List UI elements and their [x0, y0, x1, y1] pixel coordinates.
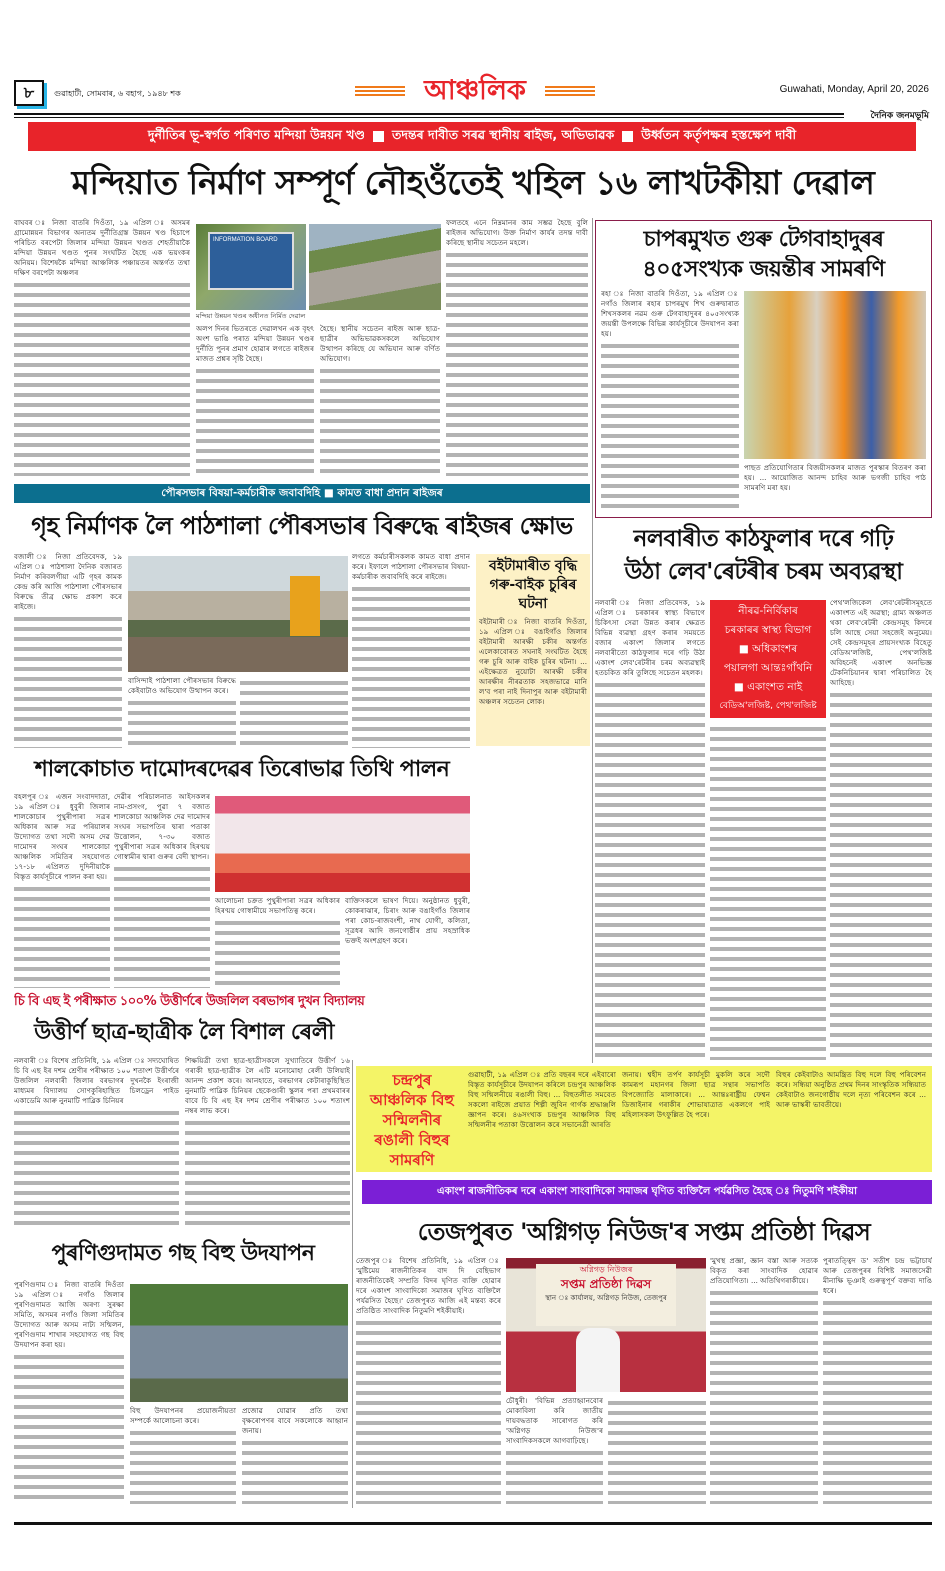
shalkocha-headline: শালকোচাত দামোদৰদেৱৰ তিৰোভাৱ তিথি পালন	[34, 757, 450, 782]
cbse-headline: উত্তীৰ্ণ ছাত্ৰ-ছাত্ৰীক লৈ বিশাল ৰেলী	[34, 1020, 334, 1045]
boitamari-headline: বইটামাৰীত বৃদ্ধি গৰু-বাইক চুৰিৰ ঘটনা	[489, 558, 577, 612]
lead-col-2	[196, 324, 314, 476]
banner-part: দুৰ্নীতিৰ ভূ-স্বৰ্গত পৰিণত মন্দিয়া উন্নয়ন খণ্ড	[147, 126, 366, 142]
bihu-story	[356, 1066, 932, 1172]
tegh-body: ৰহা ঃ নিজা বাতৰি দিওঁতা, ১৯ এপ্ৰিল ঃ নগাঁও জিলাৰ ৰহাৰ চাপৰমুখ শিখ গুৰুদ্বাৰাত শিখসকলৰ নৱম গুৰু টেগবাহাদুৰৰ ৪০৫সংখ্যক জয়ন্তী উপলক্ষে বিভিন্ন কাৰ্যসূচীৰে উদযাপন কৰা হয়।	[601, 289, 739, 338]
shalkocha-body: দেৱীৰ পৰিচালনাত আইসকলৰ নাম-প্ৰসংগ, পুৱা ৭ বজাত শালকোচা আঞ্চলিক দেৱ দামোদৰ সংঘৰ সভাপতিৰ দ্বাৰা পতাকা উত্তোলন, ৭-৩০ বজাত পুথুৰীপাৰা সত্ৰৰ অধিকাৰ হিৰণ্ময় গোস্বামীৰ দ্বাৰা গুৰুৰ বেদী স্থাপন।	[114, 792, 210, 861]
lead-body: অলপ দিনৰ ভিতৰতে দেৱালখন এক বৃহৎ অংশ ভাঙি পৰাত মন্দিয়া উন্নয়ন খণ্ডৰ দুৰ্নীতি পুনৰ প্ৰমাণ হোৱাৰ লগতে ৰাইজৰ মাজত প্ৰশ্নৰ সৃষ্টি হৈছে।	[196, 324, 314, 363]
tezpur-body: চৌধুৰী। 'বিভিন্ন প্ৰত্যাহ্বানবোৰ মোকাবিলা কৰি জাতীয় দায়বদ্ধতাক সাৰোগত কৰি 'অগ্নিগড় নিউজ'ৰ সাংবাদিকসকলে আগবাঢ়িছে।	[506, 1396, 603, 1445]
cbse-kicker: চি বি এছ ই পৰীক্ষাত ১০০% উত্তীৰ্ণৰে উজলিল বৰভাগৰ দুখন বিদ্যালয়	[14, 994, 365, 1009]
tezpur-headline: তেজপুৰত 'অগ্নিগড় নিউজ'ৰ সপ্তম প্ৰতিষ্ঠা দিৱস	[417, 1218, 871, 1246]
lead-body: বাঘবৰ ঃ নিজা বাতৰি দিওঁতা, ১৯ এপ্ৰিল ঃ অসমৰ গ্ৰামোন্নয়ন বিভাগৰ অন্যতম দুৰ্নীতিগ্ৰস্ত উন্নয়ন খণ্ড হিচাপে পৰিচিত বৰপেটা জিলাৰ মন্দিয়া উন্নয়ন খণ্ডত শেহতীয়াকৈ মন্দিয়া উন্নয়ন খণ্ডত পুনৰ সংঘটিত হৈছে এক ভয়ংকৰ অনিয়ম। বিশেষকৈ মন্দিয়া আঞ্চলিক পঞ্চায়তৰ অন্তৰ্গত তথা দক্ষিণ বৰপেটা অঞ্চলৰ	[14, 218, 190, 277]
paper-name: দৈনিক জনমভূমি	[870, 111, 929, 121]
nalbari-body: পেথ'লজিকেল লেব'ৰেটৰীসমূহতে একাংশত এই অৱস্থা; গ্ৰাম্য অঞ্চলত থকা লেব'ৰেটৰী কেন্দ্ৰসমূহ কিদৰে চলি আছে সেয়া সহজেই অনুমেয়। সেই কেন্দ্ৰসমূহৰ প্ৰায়সংখ্যক বিহেতু বেডিঅ'লজিষ্ট, পেথ'লজিষ্ট অবিহনেই একাংশ অনভিজ্ঞ টেকনিচিয়ানৰ দ্বাৰা পৰিচালিত হৈ আহিছে।	[830, 598, 932, 687]
lead-col-4	[446, 218, 588, 476]
tegh-headline-2: ৪০৫সংখ্যক জয়ন্তীৰ সামৰণি	[642, 257, 885, 282]
tegh-bahadur-story	[595, 220, 932, 518]
information-board: INFORMATION BOARD	[208, 232, 294, 290]
puronigudam-body: পুৰণিগুদাম ঃ নিজা বাতৰি দিওঁতা ১৯ এপ্ৰিল ঃ নগাঁও জিলাৰ পুৰণিগুদামত আজি অৰণ্য সুৰক্ষা সমিতি, অসমৰ নগাঁও জিলা সমিতিৰ উদ্যোগত আৰু অসম নাট্য সন্মিলন, পুৰণিগুদাম শাখাৰ সহযোগত গছ বিহু উদযাপন কৰা হয়।	[14, 1280, 124, 1349]
lead-col-3	[320, 324, 440, 476]
band-nitumoni: একাংশ ৰাজনীতিকৰ দৰে একাংশ সাংবাদিকো সমাজৰ ঘৃণিত ব্যক্তিলৈ পৰ্যৱসিত হৈছে ঃ নিতুমণি শইকীয়া	[362, 1180, 932, 1204]
bihu-body: বিহুৰ কেইবাটাও আমন্ত্ৰিত বিহু দলে বিহু পৰিবেশন কৰে। সন্ধিয়া অনুষ্ঠিত প্ৰথম দিনৰ সাংস্কৃতিক সন্ধিয়াত কেইবাটাও জনগোষ্ঠীয় দলে নৃত্য পৰিবেশন কৰে ... আৰু ভাস্কৰী ভাবতীয়ে।	[776, 1070, 926, 1109]
tezpur-body: 'মুখস্থ প্ৰজ্ঞা, জ্ঞান বস্তা আৰু সত্যক বিকৃত কৰা সাংবাদিক হোৱাৰ প্ৰতিযোগিতা। ... অতিথিগৰাকীয়ে।	[710, 1256, 818, 1285]
griha-photo	[128, 556, 348, 672]
griha-headline: গৃহ নিৰ্মাণক লৈ পাঠশালা পৌৰসভাৰ বিৰুদ্ধে ৰাইজৰ ক্ষোভ	[31, 512, 573, 540]
header-rule	[14, 113, 844, 118]
cbse-body: শিক্ষয়িত্ৰী তথা ছাত্ৰ-ছাত্ৰীসকলে সুখ্যাতিৰে উত্তীৰ্ণ ১৬ গৰাকী ছাত্ৰ-ছাত্ৰীক লৈ এটি মনোমোহা ৰেলী উলিয়াই আনন্দ প্ৰকাশ কৰে। আনহাতে, বৰভাগৰ কেটাৰাকুছিস্থিত নুনমাটি পাব্লিক চিনিয়ৰ ছেকেণ্ডাৰী স্কুলৰ পৰা প্ৰথমবাৰৰ বাবে চি বি এছ ইৰ দশম শ্ৰেণীৰ পৰীক্ষাত ১০০ শতাংশ নম্বৰ লাভ কৰে।	[185, 1056, 350, 1115]
banner-line: সপ্তম প্ৰতিষ্ঠা দিৱস	[560, 1277, 652, 1291]
nalbari-red-box	[710, 600, 826, 718]
box-line: বেডিঅ'লজিষ্ট, পেথ'লজিষ্ট	[719, 701, 817, 711]
lead-photo-sign	[196, 224, 306, 310]
page-number: ৮	[14, 80, 44, 106]
shalkocha-body: বাক্তিসকলে ভাষণ দিয়ে। অনুষ্ঠানত ধুবুৰী, কোকৰাঝাৰ, চিৰাং আৰু বঙাইগাঁও জিলাৰ পৰা কোচ-ৰাজবংশী, নাথ যোগী, কলিতা, সূত্ৰধৰ আদি জনগোষ্ঠীৰ প্ৰায় সহস্ৰাধিক ভক্তই অংশগ্ৰহণ কৰে।	[345, 896, 470, 945]
lead-headline: মন্দিয়াত নিৰ্মাণ সম্পূৰ্ণ নৌহওঁতেই খহিল ১৬ লাখটকীয়া দেৱাল	[71, 163, 875, 202]
banner-part: উৰ্ধ্বতন কৰ্তৃপক্ষৰ হস্তক্ষেপ দাবী	[641, 126, 797, 142]
tegh-headline-1: চাপৰমুখত গুৰু টেগবাহাদুৰৰ	[643, 227, 884, 252]
bihu-title: চন্দ্ৰপুৰ আঞ্চলিক বিহু সন্মিলনীৰ ৰঙালী বিহুৰ সামৰণি	[369, 1071, 454, 1169]
column-divider	[352, 1060, 353, 1508]
griha-body: বজালী ঃ নিজা প্ৰতিবেদক, ১৯ এপ্ৰিল ঃ পাঠশালা দৈনিক বজাৰত নিৰ্মাণ কৰিবলগীয়া এটি গৃহৰ কামক কেন্দ্ৰ কৰি আজি পাঠশালা পৌৰসভাৰ বিৰুদ্ধে তীব্ৰ ক্ষোভ প্ৰকাশ কৰে ৰাইজে।	[14, 552, 122, 611]
lead-body: হৈছে। স্থানীয় সচেতন ৰাইজ আৰু ছাত্ৰ-ছাত্ৰীৰ অভিভাৱকসকলে অভিযোগ উত্থাপন কৰিছে যে অভিযান আৰু বৰ্ণিত অভিযোগ।	[320, 324, 440, 363]
tezpur-photo	[506, 1258, 706, 1392]
nalbari-headline-2: উঠা লেব'ৰেটৰীৰ চৰম অব্যৱস্থা	[624, 559, 903, 585]
lead-col-1	[14, 218, 190, 476]
date-english: Guwahati, Monday, April 20, 2026	[779, 84, 929, 95]
tegh-photo	[744, 291, 926, 459]
dateline-assamese: গুৱাহাটী, সোমবাৰ, ৬ বহাগ, ১৯৪৮ শক	[54, 89, 181, 98]
bihu-body: গুৱাহাটী, ১৯ এপ্ৰিল ঃ প্ৰতি বছৰৰ দৰে এইবাৰো বিস্তৃত কাৰ্যসূচীৰে উদযাপন কৰিলে চন্দ্ৰপুৰ আঞ্চলিক বিহু সন্মিলনীয়ে ৰঙালী বিহু। ... বিহুতলীত সমবেত সকলো ৰাইজে প্ৰয়াত শিল্পী জুবিন গাৰ্গক শ্ৰদ্ধাঞ্জলি জ্ঞাপন কৰে। ৪৬সংখ্যক চন্দ্ৰপুৰ আঞ্চলিক বিহু সন্মিলনীৰ পতাকা উত্তোলন কৰে সভানেত্ৰী আৰতি	[468, 1070, 616, 1129]
tegh-body: পাছত প্ৰতিযোগিতাৰ বিজয়ীসকলৰ মাজত পুৰস্কাৰ বিতৰণ কৰা হয়। ... আয়োজিত আনন্দ চাহিব আৰু ভগজী চাহিব পাঠ সামৰণি মৰা হয়।	[744, 463, 926, 492]
box-line: ■ অধিকাংশৰ	[738, 643, 798, 655]
puronigudam-body: প্ৰজোৱ যোৱাৰ প্ৰতি তথা বৃক্ষৰোপণৰ বাবে সকলোকে আহ্বান জনায়।	[242, 1406, 348, 1435]
tezpur-body: পুৰাতত্ত্বিদ ড' সতীশ চন্দ্ৰ ভট্টাচাৰ্য আৰু তেজপুৰৰ বিশিষ্ট সমাজসেৱী মীনাক্ষি ভূঞাই গুৰুত্বপূৰ্ণ বক্তব্য দাঙি ধৰে।	[823, 1256, 932, 1295]
boitamari-story	[476, 554, 590, 746]
masthead-logo	[355, 72, 595, 110]
column-divider	[592, 218, 593, 1063]
lead-body: ফলতহে এনে নিম্নমানৰ কাম সম্ভৱ হৈছে বুলি ৰাইজৰ অভিযোগ। উক্ত নিৰ্মাণ কাৰ্যৰ তদন্ত দাবী কৰিছে স্থানীয় সচেতন মহলে।	[446, 218, 588, 247]
speaker-figure	[576, 1328, 620, 1392]
boitamari-body: বইটামাৰী ঃ নিজা বাতৰি দিওঁতা, ১৯ এপ্ৰিল ঃ বঙাইগাঁও জিলাৰ বইটামাৰী আৰক্ষী চকীৰ অন্তৰ্গত এলেকাবোৰত সঘনাই সংঘটিত হৈছে গৰু চুৰি আৰু বাইক চুৰিৰ ঘটনা। ... এইক্ষেত্ৰত নুয়োটা আৰক্ষী চকীৰ আৰক্ষীৰ নীৰৱতাক সহজভাৱে মানি ল'ব পৰা নাই দিনাপুৰ আৰু বইটামাৰী অঞ্চলৰ সচেতন লোক।	[479, 617, 587, 706]
shalkocha-body: আলোচনা চক্ৰত পুথুৰীপাৰা সত্ৰৰ অধিকাৰ হিৰণ্ময় গোস্বামীয়ে সভাপতিত্ব কৰে।	[215, 896, 340, 915]
banner-line: স্থান ঃ কাৰ্যালয়, অগ্নিগড় নিউজ, তেজপুৰ	[545, 1294, 667, 1302]
banner-line: অগ্নিগড় নিউজৰ	[579, 1265, 633, 1274]
shalkocha-photo	[215, 796, 470, 892]
griha-body: লগতে কৰ্মচাৰীসকলক কামত বাধা প্ৰদান কৰে। ইফালে পাঠশালা পৌৰসভাৰ বিষয়া-কৰ্মচাৰীক জবাবদিহি কৰে ৰাইজে।	[352, 552, 470, 581]
nalbari-body: নলবাৰী ঃ নিজা প্ৰতিবেদক, ১৯ এপ্ৰিল ঃ চৰকাৰৰ স্বাস্থ্য বিভাগে চিকিৎসা সেৱা উন্নত কৰাৰ ক্ষেত্ৰত বিভিন্ন ব্যৱস্থা গ্ৰহণ কৰাৰ সময়তে বজাৰ একাংশ জিলাৰ লগতে নলবাৰীতো কাঠফুলাৰ দৰে গঢ়ি উঠা একাংশ লেব'ৰেটৰীৰ চৰম অব্যৱস্থাই হতচকিত কৰি তুলিছে সচেতন মহলক।	[595, 598, 705, 677]
puronigudam-headline: পুৰণিগুদামত গছ বিহু উদযাপন	[51, 1241, 315, 1266]
box-line: পয়ালগা আন্তঃগাঁথনি	[723, 662, 813, 674]
tezpur-body: তেজপুৰ ঃ বিশেষ প্ৰতিনিধি, ১৯ এপ্ৰিল ঃ 'মুষ্টিমেয় ৰাজনীতিকৰ বাদ দি বেছিভাগ ৰাজনীতিকেই সম্প্ৰতি বিদৰ ঘৃণিত ব্যক্তি হোৱাৰ দৰে একাংশ সাংবাদিকো সমাজৰ ঘৃণিত ব্যক্তিলৈ পৰ্যৱসিত হৈছে।' তেজপুৰত আজি এই মন্তব্য কৰে প্ৰতিষ্ঠিত সাংবাদিক নিতুমণি শইকীয়াই।	[356, 1256, 501, 1315]
lead-photo-wall	[309, 224, 441, 310]
banner-part: তদন্তৰ দাবীত সৰৱ স্থানীয় ৰাইজ, অভিভাৱক	[392, 126, 615, 142]
box-line: ■ একাংশত নাই	[733, 681, 803, 693]
box-line: চৰকাৰৰ স্বাস্থ্য বিভাগ	[724, 624, 812, 636]
nalbari-headline-1: নলবাৰীত কাঠফুলাৰ দৰে গঢ়ি	[633, 526, 894, 552]
event-banner	[536, 1264, 676, 1326]
bihu-body: জনায়। শ্বহীদ তৰ্পণ কাৰ্যসূচী মুকলি কৰে সদৌ কামৰূপ মহানগৰ জিলা ছাত্ৰ সন্থাৰ সভাপতি বিপজ্যোতি মালাকাৰে। ... আন্তঃৰাষ্ট্ৰীয় ফেশ্বন ডিজাইনাৰ গৰাকীৰ শোভাযাত্ৰাত একলগে পাই মহিলাসকল উৎফুল্লিত হৈ পৰে।	[622, 1070, 770, 1119]
band-pourosabha: পৌৰসভাৰ বিষয়া-কৰ্মচাৰীক জবাবদিহি ■ কামত বাধা প্ৰদান ৰাইজৰ	[14, 484, 590, 503]
box-line: নীৰৱ-নিৰ্বিকাৰ	[738, 605, 798, 617]
puronigudam-body: বিহু উদযাপনৰ প্ৰয়োজনীয়তা সম্পৰ্কে আলোচনা কৰে।	[130, 1406, 236, 1425]
puronigudam-photo	[130, 1284, 348, 1402]
top-banner	[28, 122, 916, 151]
shalkocha-body: বহলপুৰ ঃ এজন সংবাদদাতা, ১৯ এপ্ৰিল ঃ ধুবুৰী জিলাৰ শালকোচাৰ পুথুৰীপাৰা সত্ৰৰ অধিকাৰ আৰু সত্ৰ পৰিয়ালৰ উদ্যোগত তথা সদৌ অসম দেৱ দামোদৰ সংঘৰ শালকোচা আঞ্চলিক সমিতিৰ সহযোগত ১৭-১৮ এপ্ৰিলত দুদিনীয়াকৈ বিস্তৃত কাৰ্যসূচীৰে পালন কৰা হয়।	[14, 792, 110, 881]
logo-text: আঞ্চলিক	[424, 75, 526, 106]
griha-body: বাসিন্দাই পাঠশালা পৌৰসভাৰ বিৰুদ্ধে কেইবাটাও অভিযোগ উত্থাপন কৰে।	[128, 676, 236, 695]
lead-photo-caption: মন্দিয়া উন্নয়ন খণ্ডৰ অধীনত নিৰ্মিত দেৱাল	[196, 312, 306, 320]
bottom-rule	[14, 1522, 932, 1525]
cbse-body: নলবাৰী ঃ বিশেষ প্ৰতিনিধি, ১৯ এপ্ৰিল ঃ সদ্যঘোষিত চি বি এছ ইৰ দশম শ্ৰেণীৰ পৰীক্ষাত ১০০ শতাংশ উত্তীৰ্ণৰে উজলিল নলবাৰী জিলাৰ বৰভাগৰ দুখনকৈ ইংৰাজী মাধ্যমৰ বিদ্যালয় সোণকুৰিহাস্থিত চিলড্ৰেন পাইড একাডেমি আৰু নুনমাটি পাব্লিক চিনিয়ৰ	[14, 1056, 179, 1105]
